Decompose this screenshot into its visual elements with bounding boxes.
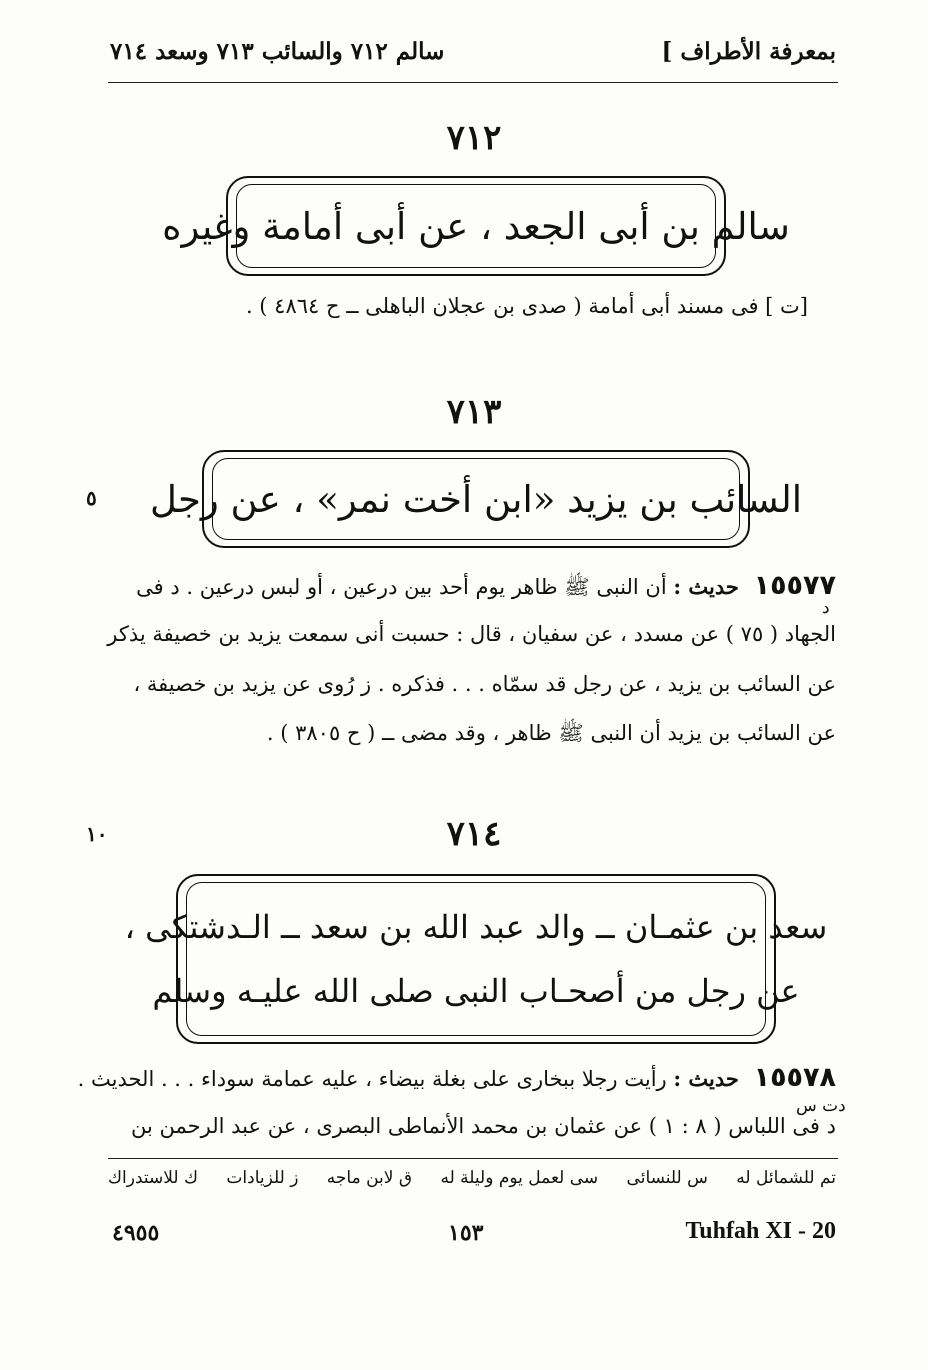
hadith-label: حديث : [673,574,739,599]
hadith-text: رأيت رجلا ببخارى على بغلة بيضاء ، عليه عمامة سوداء . . . الحديث . [77,1067,667,1091]
title-box-713 [150,450,802,548]
section-title-714-line-2: عن رجل من أصحـاب النبى صلى الله عليـه وسلم [152,972,800,1010]
header-rule [108,82,838,83]
hadith-number: ١٥٥٧٧ [753,570,836,601]
hadith-line-2: الجهاد ( ٧٥ ) عن مسدد ، عن سفيان ، قال : حسبت أنى سمعت يزيد بن خصيفة يذكر [107,622,836,646]
legend-item: سى لعمل يوم وليلة له [440,1168,599,1188]
hadith-line-1 [108,570,836,605]
section-title-712: سالم بن أبى الجعد ، عن أبى أمامة وغيره [162,204,790,248]
margin-line-number: ١٠ [86,822,108,846]
section-number-712: ٧١٢ [446,118,502,158]
legend-item: تم للشمائل له [736,1168,836,1188]
page-number: ١٥٣ [448,1220,484,1246]
section-number-714: ٧١٤ [446,814,502,854]
legend-item: س للنسائى [626,1168,708,1188]
legend-item: ك للاستدراك [108,1168,199,1188]
section-title-714-line-1: سعد بن عثمـان ــ والد عبد الله بن سعد ــ الـدشتكى ، [124,908,828,946]
legend-item: ق لابن ماجه [326,1168,413,1188]
hadith-text: أن النبى ﷺ ظاهر يوم أحد بين درعين ، أو لبس درعين . د فى [136,575,667,599]
footer-rule [108,1158,838,1159]
section-title-713: السائب بن يزيد «ابن أخت نمر» ، عن رجل [150,477,802,521]
page-footer-left-number: ٤٩٥٥ [112,1220,160,1246]
hadith-label: حديث : [673,1066,739,1091]
siglum-note: دت س [796,1096,846,1116]
title-box-714 [124,874,828,1044]
hadith-line-4: عن السائب بن يزيد أن النبى ﷺ ظاهر ، وقد مضى ــ ( ح ٣٨٠٥ ) . [266,721,836,745]
siglum-note: د [822,598,830,618]
section-number-713: ٧١٣ [446,392,502,432]
title-box-712 [162,176,790,276]
hadith-line-2: د فى اللباس ( ٨ : ١ ) عن عثمان بن محمد الأنماطى البصرى ، عن عبد الرحمن بن [131,1114,836,1138]
abbreviation-legend [108,1168,836,1188]
running-header-left: سالم ٧١٢ والسائب ٧١٣ وسعد ٧١٤ [110,38,445,65]
running-header-right: بمعرفة الأطراف ] [661,38,836,65]
hadith-number: ١٥٥٧٨ [753,1062,836,1093]
hadith-line-3: عن السائب بن يزيد ، عن رجل قد سمّاه . . . فذكره . ز رُوى عن يزيد بن خصيفة ، [133,672,836,696]
margin-line-number: ٥ [86,486,97,510]
section-note-712: [ت ] فى مسند أبى أمامة ( صدى بن عجلان الباهلى ــ ح ٤٨٦٤ ) . [245,294,808,318]
legend-item: ز للزيادات [226,1168,299,1188]
hadith-line-1 [77,1062,836,1093]
volume-reference: Tuhfah XI - 20 [685,1218,836,1244]
